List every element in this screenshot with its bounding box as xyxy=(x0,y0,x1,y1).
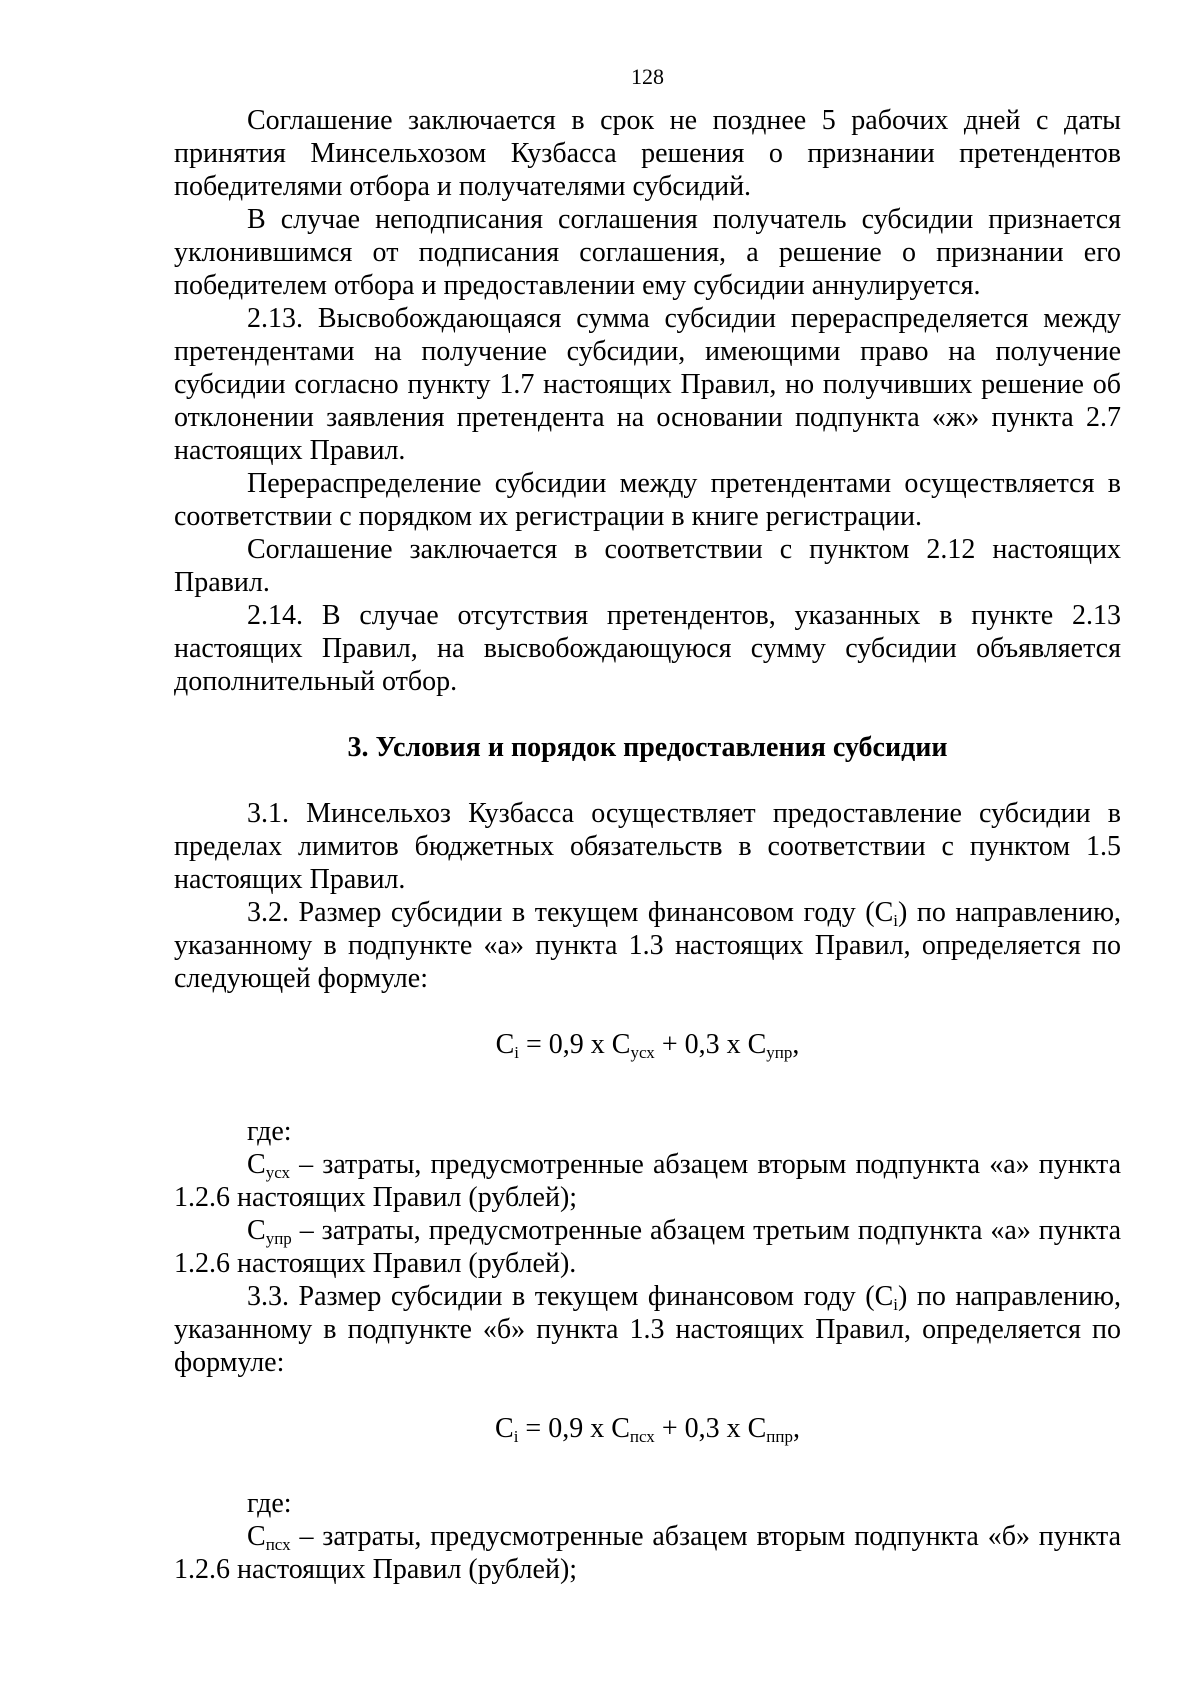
formula-direction-a xyxy=(174,1028,1121,1061)
definition-psx xyxy=(174,1520,1121,1586)
page-number: 128 xyxy=(631,64,664,89)
definition-psx-text: – затраты, предусмотренные абзацем вторым подпункта «б» пункта 1.2.6 настоящих Правил (рублей); xyxy=(174,1521,1121,1585)
formula2-end: , xyxy=(792,1413,800,1444)
formula1-lhs-sub: i xyxy=(514,1043,520,1062)
formula2-term2-sub: ппр xyxy=(766,1427,793,1446)
definition-upr xyxy=(174,1214,1121,1280)
where-label-1: где: xyxy=(247,1116,292,1147)
paragraph-non-signing: В случае неподписания соглашения получатель субсидии признается уклонившимся от подписания соглашения, а решение о признании его победителем отбора и предоставлении ему субсидии аннулируется. xyxy=(174,204,1121,301)
where-label-2: где: xyxy=(247,1488,292,1519)
formula2-lhs: С xyxy=(495,1413,514,1444)
formula-direction-b xyxy=(174,1412,1121,1445)
formula1-term1-sub: усх xyxy=(630,1043,655,1062)
paragraph-3-1: 3.1. Минсельхоз Кузбасса осуществляет предоставление субсидии в пределах лимитов бюджетных обязательств в соответствии с пунктом 1.5 настоящих Правил. xyxy=(174,798,1121,895)
definition-upr-sub: упр xyxy=(265,1229,292,1248)
formula2-term2: + 0,3 х С xyxy=(654,1413,767,1444)
definition-usx-symbol: С xyxy=(247,1149,266,1180)
definition-usx xyxy=(174,1148,1121,1214)
definition-upr-symbol: С xyxy=(247,1215,266,1246)
paragraph-3-3-text-b: ) по направлению, указанному в подпункте «б» пункта 1.3 настоящих Правил, определяется по формуле: xyxy=(174,1281,1121,1378)
paragraph-3-3-text-a: 3.3. Размер субсидии в текущем финансовом году (С xyxy=(247,1281,894,1312)
paragraph-redistribution: Перераспределение субсидии между претендентами осуществляется в соответствии с порядком их регистрации в книге регистрации. xyxy=(174,468,1121,532)
document-page xyxy=(174,62,1121,1586)
definition-psx-sub: псх xyxy=(265,1535,291,1554)
paragraph-agreement-2-12: Соглашение заключается в соответствии с пунктом 2.12 настоящих Правил. xyxy=(174,534,1121,598)
formula2-lhs-sub: i xyxy=(513,1427,519,1446)
paragraph-3-2-text-b: ) по направлению, указанному в подпункте «а» пункта 1.3 настоящих Правил, определяется по следующей формуле: xyxy=(174,897,1121,994)
formula1-term2-sub: упр xyxy=(766,1043,793,1062)
paragraph-2-13: 2.13. Высвобождающаяся сумма субсидии перераспределяется между претендентами на получение субсидии, имеющими право на получение субсидии согласно пункту 1.7 настоящих Правил, но получивших решение об отклонении заявления претендента на основании подпункта «ж» пункта 2.7 настоящих Правил. xyxy=(174,303,1121,466)
paragraph-3-3 xyxy=(174,1280,1121,1379)
paragraph-3-3-subscript: i xyxy=(893,1295,899,1314)
formula2-term1-sub: псх xyxy=(629,1427,655,1446)
paragraph-agreement-term: Соглашение заключается в срок не позднее 5 рабочих дней с даты принятия Минсельхозом Кузбасса решения о признании претендентов победителями отбора и получателями субсидий. xyxy=(174,105,1121,202)
definition-psx-symbol: С xyxy=(247,1521,266,1552)
formula1-term2: + 0,3 х С xyxy=(654,1029,767,1060)
section-heading: 3. Условия и порядок предоставления субсидии xyxy=(347,732,948,763)
paragraph-2-14: 2.14. В случае отсутствия претендентов, указанных в пункте 2.13 настоящих Правил, на высвобождающуюся сумму субсидии объявляется дополнительный отбор. xyxy=(174,600,1121,697)
formula1-term1: = 0,9 х С xyxy=(519,1029,631,1060)
paragraph-3-2 xyxy=(174,896,1121,995)
definition-usx-text: – затраты, предусмотренные абзацем вторым подпункта «а» пункта 1.2.6 настоящих Правил (рублей); xyxy=(174,1149,1121,1213)
formula1-lhs: С xyxy=(495,1029,515,1060)
definition-upr-text: – затраты, предусмотренные абзацем третьим подпункта «а» пункта 1.2.6 настоящих Правил (рублей). xyxy=(174,1215,1121,1279)
paragraph-3-2-subscript: i xyxy=(893,911,899,930)
formula1-end: , xyxy=(792,1029,800,1060)
formula2-term1: = 0,9 х С xyxy=(518,1413,630,1444)
paragraph-3-2-text-a: 3.2. Размер субсидии в текущем финансовом году (С xyxy=(247,897,894,928)
definition-usx-sub: усх xyxy=(265,1163,291,1182)
